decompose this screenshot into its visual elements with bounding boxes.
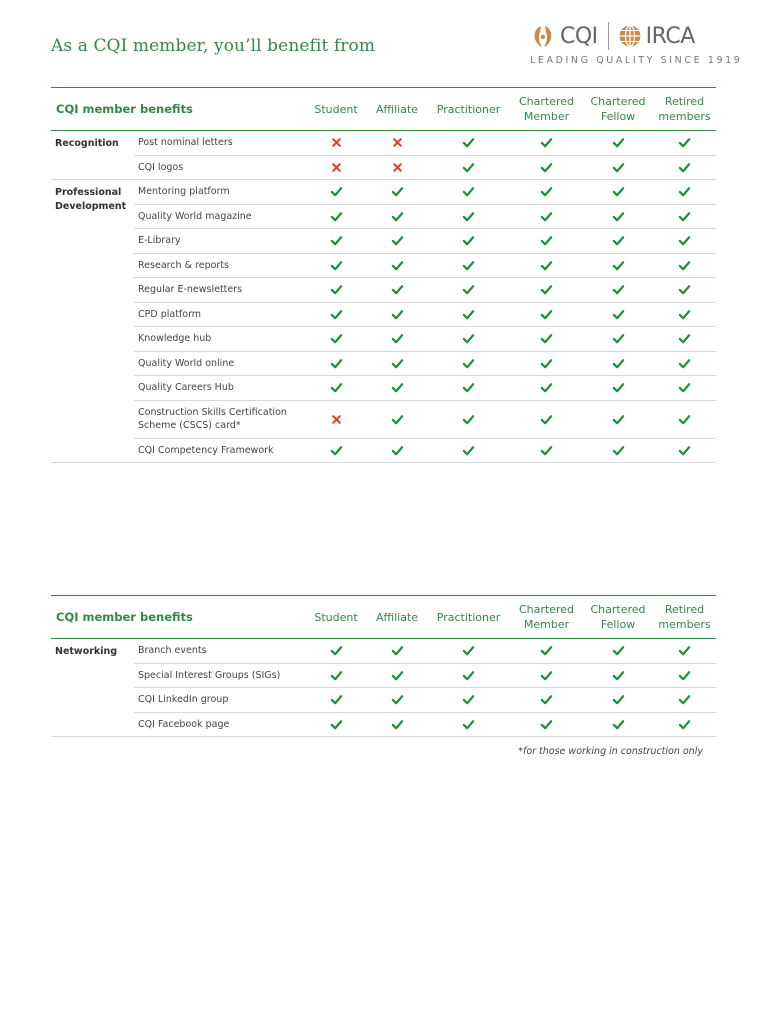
table-row <box>51 204 716 229</box>
included-cell <box>510 663 583 688</box>
included-cell <box>510 131 583 156</box>
included-cell <box>427 351 510 376</box>
check-icon <box>612 644 625 657</box>
column-header: Chartered Fellow <box>590 95 646 123</box>
table-body <box>51 131 716 463</box>
table-row <box>51 327 716 352</box>
check-icon <box>612 381 625 394</box>
included-cell <box>427 663 510 688</box>
check-icon <box>330 332 343 345</box>
included-cell <box>367 712 427 737</box>
cross-icon <box>330 136 343 149</box>
check-icon <box>540 357 553 370</box>
included-cell <box>427 302 510 327</box>
included-cell <box>427 688 510 713</box>
included-cell <box>583 712 653 737</box>
included-cell <box>583 302 653 327</box>
benefit-label: Research & reports <box>134 253 305 278</box>
included-cell <box>653 253 716 278</box>
column-header: Affiliate <box>375 610 419 624</box>
table-header <box>51 88 716 131</box>
check-icon <box>540 136 553 149</box>
included-cell <box>653 302 716 327</box>
column-header: Student <box>314 102 358 116</box>
table-body <box>51 639 716 737</box>
column-header: Chartered Member <box>519 95 575 123</box>
check-icon <box>612 259 625 272</box>
included-cell <box>367 278 427 303</box>
benefit-label: CQI Facebook page <box>134 712 305 737</box>
table-row <box>51 351 716 376</box>
check-icon <box>540 308 553 321</box>
benefit-label: Quality Careers Hub <box>134 376 305 401</box>
table-row <box>51 278 716 303</box>
included-cell <box>653 155 716 180</box>
included-cell <box>653 204 716 229</box>
check-icon <box>540 444 553 457</box>
benefits-table-2 <box>51 595 716 737</box>
cqi-wordmark: CQI <box>560 23 598 49</box>
included-cell <box>367 229 427 254</box>
check-icon <box>462 381 475 394</box>
irca-wordmark: IRCA <box>645 23 695 49</box>
benefit-label: Knowledge hub <box>134 327 305 352</box>
check-icon <box>391 669 404 682</box>
check-icon <box>330 357 343 370</box>
included-cell <box>367 438 427 463</box>
check-icon <box>612 718 625 731</box>
check-icon <box>540 210 553 223</box>
check-icon <box>391 259 404 272</box>
check-icon <box>540 669 553 682</box>
check-icon <box>612 234 625 247</box>
check-icon <box>391 357 404 370</box>
check-icon <box>678 210 691 223</box>
included-cell <box>510 376 583 401</box>
benefit-label: CPD platform <box>134 302 305 327</box>
benefits-table-1 <box>51 87 716 463</box>
included-cell <box>510 351 583 376</box>
benefit-label: CQI Competency Framework <box>134 438 305 463</box>
check-icon <box>391 693 404 706</box>
benefit-label: Mentoring platform <box>134 180 305 205</box>
cross-icon <box>391 161 404 174</box>
not-included-cell <box>367 131 427 156</box>
included-cell <box>653 376 716 401</box>
check-icon <box>612 210 625 223</box>
column-header: Practitioner <box>436 610 501 624</box>
included-cell <box>583 639 653 664</box>
check-icon <box>391 210 404 223</box>
check-icon <box>678 161 691 174</box>
table-row <box>51 180 716 205</box>
column-header: Practitioner <box>436 102 501 116</box>
included-cell <box>427 639 510 664</box>
included-cell <box>367 351 427 376</box>
included-cell <box>583 351 653 376</box>
check-icon <box>330 444 343 457</box>
included-cell <box>305 278 367 303</box>
table-row <box>51 663 716 688</box>
table-row <box>51 155 716 180</box>
check-icon <box>678 413 691 426</box>
table-header <box>51 596 716 639</box>
included-cell <box>367 688 427 713</box>
included-cell <box>305 253 367 278</box>
included-cell <box>427 438 510 463</box>
included-cell <box>583 229 653 254</box>
check-icon <box>330 693 343 706</box>
benefit-label: Branch events <box>134 639 305 664</box>
included-cell <box>583 204 653 229</box>
included-cell <box>653 712 716 737</box>
check-icon <box>678 283 691 296</box>
column-header: Affiliate <box>375 102 419 116</box>
logo-tagline: LEADING QUALITY SINCE 1919 <box>530 55 743 66</box>
included-cell <box>583 278 653 303</box>
included-cell <box>583 688 653 713</box>
included-cell <box>653 400 716 438</box>
included-cell <box>427 376 510 401</box>
check-icon <box>391 308 404 321</box>
included-cell <box>305 712 367 737</box>
check-icon <box>540 161 553 174</box>
included-cell <box>305 688 367 713</box>
check-icon <box>540 332 553 345</box>
cross-icon <box>330 161 343 174</box>
check-icon <box>330 185 343 198</box>
included-cell <box>427 155 510 180</box>
check-icon <box>391 644 404 657</box>
column-header: CQI member benefits <box>56 101 193 116</box>
included-cell <box>510 204 583 229</box>
included-cell <box>653 278 716 303</box>
check-icon <box>330 669 343 682</box>
check-icon <box>612 161 625 174</box>
included-cell <box>510 229 583 254</box>
benefit-label: E-Library <box>134 229 305 254</box>
included-cell <box>510 688 583 713</box>
included-cell <box>510 302 583 327</box>
included-cell <box>305 327 367 352</box>
included-cell <box>305 204 367 229</box>
check-icon <box>678 332 691 345</box>
check-icon <box>612 332 625 345</box>
column-header: Student <box>314 610 358 624</box>
benefit-label: Regular E-newsletters <box>134 278 305 303</box>
cqi-mark-icon <box>530 23 556 49</box>
check-icon <box>678 234 691 247</box>
benefit-label: Special Interest Groups (SIGs) <box>134 663 305 688</box>
check-icon <box>612 308 625 321</box>
cqi-irca-logo <box>530 22 743 72</box>
check-icon <box>678 669 691 682</box>
check-icon <box>462 210 475 223</box>
check-icon <box>612 357 625 370</box>
check-icon <box>330 718 343 731</box>
included-cell <box>510 327 583 352</box>
not-included-cell <box>305 400 367 438</box>
included-cell <box>305 229 367 254</box>
check-icon <box>462 308 475 321</box>
cross-icon <box>330 413 343 426</box>
check-icon <box>540 718 553 731</box>
included-cell <box>653 438 716 463</box>
check-icon <box>330 644 343 657</box>
included-cell <box>510 438 583 463</box>
benefit-label: Quality World magazine <box>134 204 305 229</box>
included-cell <box>510 253 583 278</box>
check-icon <box>678 308 691 321</box>
column-header: Chartered Fellow <box>590 603 646 631</box>
included-cell <box>305 438 367 463</box>
included-cell <box>510 712 583 737</box>
check-icon <box>330 210 343 223</box>
not-included-cell <box>305 131 367 156</box>
benefit-label: Quality World online <box>134 351 305 376</box>
included-cell <box>427 278 510 303</box>
table-row <box>51 131 716 156</box>
check-icon <box>612 185 625 198</box>
included-cell <box>367 400 427 438</box>
check-icon <box>678 357 691 370</box>
included-cell <box>427 204 510 229</box>
check-icon <box>612 693 625 706</box>
logo-divider <box>608 22 609 50</box>
footnote: *for those working in construction only <box>518 746 703 757</box>
check-icon <box>540 259 553 272</box>
included-cell <box>305 639 367 664</box>
check-icon <box>462 259 475 272</box>
check-icon <box>391 234 404 247</box>
check-icon <box>391 381 404 394</box>
check-icon <box>540 644 553 657</box>
not-included-cell <box>367 155 427 180</box>
included-cell <box>583 327 653 352</box>
check-icon <box>462 718 475 731</box>
included-cell <box>305 663 367 688</box>
included-cell <box>367 204 427 229</box>
page-title: As a CQI member, you’ll benefit from <box>51 36 376 56</box>
check-icon <box>462 444 475 457</box>
table-row <box>51 253 716 278</box>
included-cell <box>583 663 653 688</box>
included-cell <box>653 229 716 254</box>
included-cell <box>427 131 510 156</box>
table-row <box>51 438 716 463</box>
included-cell <box>305 351 367 376</box>
check-icon <box>678 444 691 457</box>
included-cell <box>427 253 510 278</box>
included-cell <box>510 639 583 664</box>
check-icon <box>391 413 404 426</box>
benefit-label: Construction Skills Certification Scheme (CSCS) card* <box>134 400 305 438</box>
check-icon <box>462 185 475 198</box>
included-cell <box>367 302 427 327</box>
included-cell <box>653 639 716 664</box>
check-icon <box>462 234 475 247</box>
check-icon <box>330 283 343 296</box>
included-cell <box>653 688 716 713</box>
included-cell <box>305 376 367 401</box>
included-cell <box>510 400 583 438</box>
check-icon <box>540 693 553 706</box>
column-header: Chartered Member <box>519 603 575 631</box>
header-row <box>51 596 716 639</box>
check-icon <box>540 185 553 198</box>
included-cell <box>427 400 510 438</box>
included-cell <box>583 438 653 463</box>
check-icon <box>462 332 475 345</box>
check-icon <box>540 381 553 394</box>
included-cell <box>653 663 716 688</box>
included-cell <box>510 278 583 303</box>
included-cell <box>427 327 510 352</box>
category-label: Networking <box>51 639 134 737</box>
cross-icon <box>391 136 404 149</box>
included-cell <box>583 155 653 180</box>
check-icon <box>540 283 553 296</box>
check-icon <box>678 185 691 198</box>
column-header: Retired members <box>658 603 711 631</box>
check-icon <box>391 444 404 457</box>
check-icon <box>462 413 475 426</box>
check-icon <box>330 259 343 272</box>
check-icon <box>612 444 625 457</box>
table-row <box>51 229 716 254</box>
included-cell <box>583 131 653 156</box>
globe-icon <box>618 24 642 48</box>
included-cell <box>583 400 653 438</box>
table-row <box>51 688 716 713</box>
included-cell <box>427 229 510 254</box>
column-header: CQI member benefits <box>56 609 193 624</box>
check-icon <box>330 381 343 394</box>
check-icon <box>462 161 475 174</box>
check-icon <box>462 357 475 370</box>
included-cell <box>583 376 653 401</box>
check-icon <box>462 136 475 149</box>
table-row <box>51 376 716 401</box>
check-icon <box>462 669 475 682</box>
included-cell <box>367 663 427 688</box>
included-cell <box>510 155 583 180</box>
included-cell <box>367 253 427 278</box>
check-icon <box>612 669 625 682</box>
table-row <box>51 302 716 327</box>
check-icon <box>678 644 691 657</box>
category-label: Professional Development <box>51 180 134 463</box>
check-icon <box>462 283 475 296</box>
check-icon <box>391 283 404 296</box>
check-icon <box>462 644 475 657</box>
check-icon <box>612 283 625 296</box>
check-icon <box>330 308 343 321</box>
check-icon <box>391 332 404 345</box>
check-icon <box>391 185 404 198</box>
included-cell <box>510 180 583 205</box>
not-included-cell <box>305 155 367 180</box>
included-cell <box>367 639 427 664</box>
included-cell <box>653 351 716 376</box>
table-row <box>51 639 716 664</box>
check-icon <box>540 413 553 426</box>
check-icon <box>678 136 691 149</box>
included-cell <box>427 180 510 205</box>
included-cell <box>427 712 510 737</box>
included-cell <box>305 302 367 327</box>
benefit-label: CQI logos <box>134 155 305 180</box>
check-icon <box>612 413 625 426</box>
check-icon <box>330 234 343 247</box>
included-cell <box>653 180 716 205</box>
included-cell <box>367 376 427 401</box>
included-cell <box>367 327 427 352</box>
header-row <box>51 88 716 131</box>
column-header: Retired members <box>658 95 711 123</box>
category-label: Recognition <box>51 131 134 180</box>
check-icon <box>462 693 475 706</box>
included-cell <box>583 253 653 278</box>
included-cell <box>583 180 653 205</box>
table-row <box>51 712 716 737</box>
check-icon <box>678 693 691 706</box>
included-cell <box>367 180 427 205</box>
included-cell <box>305 180 367 205</box>
included-cell <box>653 327 716 352</box>
check-icon <box>678 718 691 731</box>
check-icon <box>540 234 553 247</box>
benefit-label: CQI LinkedIn group <box>134 688 305 713</box>
included-cell <box>653 131 716 156</box>
check-icon <box>612 136 625 149</box>
check-icon <box>678 259 691 272</box>
benefit-label: Post nominal letters <box>134 131 305 156</box>
table-row <box>51 400 716 438</box>
check-icon <box>391 718 404 731</box>
check-icon <box>678 381 691 394</box>
